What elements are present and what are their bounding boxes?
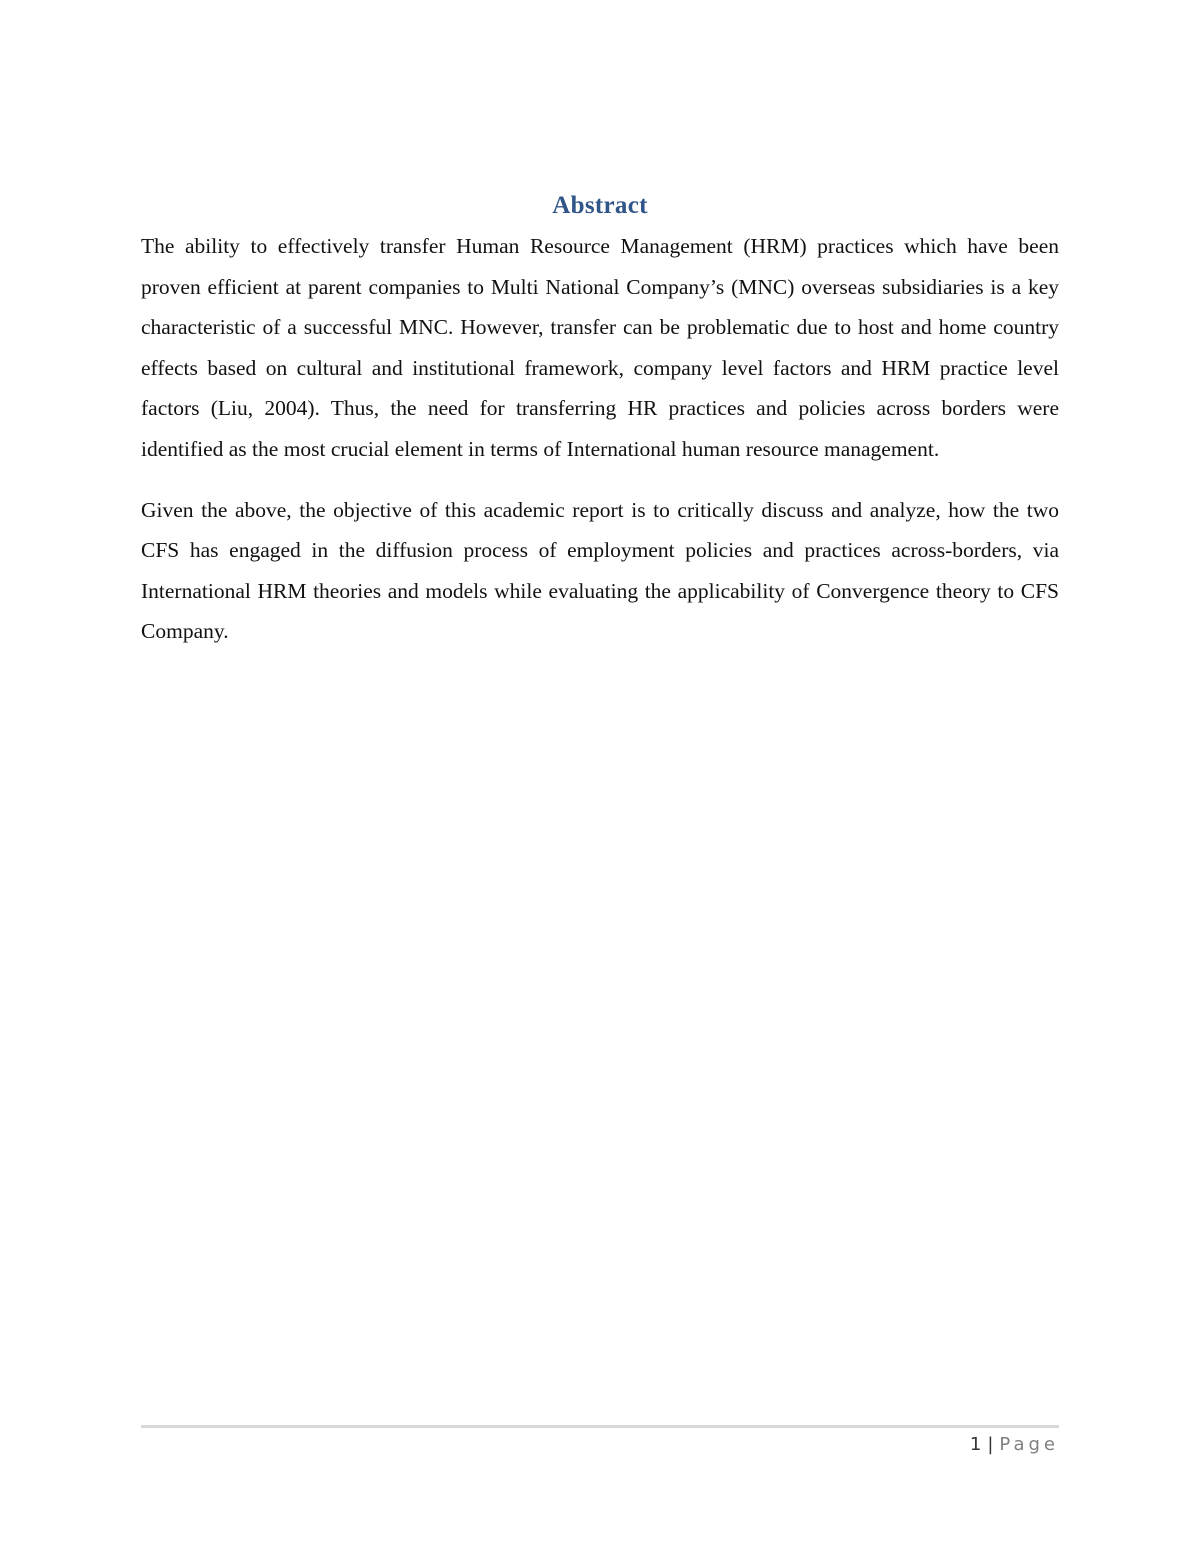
page-footer xyxy=(970,1432,1059,1458)
footer-separator: | xyxy=(987,1434,994,1455)
page-content xyxy=(141,190,1059,672)
abstract-paragraph-1: The ability to effectively transfer Human Resource Management (HRM) practices which have been proven efficient at parent companies to Multi National Company’s (MNC) overseas subsidiaries is a key characteristic of a successful MNC. However, transfer can be problematic due to host and home country effects based on cultural and institutional framework, company level factors and HRM practice level factors (Liu, 2004). Thus, the need for transferring HR practices and policies across borders were identified as the most crucial element in terms of International human resource management. xyxy=(141,234,1059,461)
page-title: Abstract xyxy=(552,192,648,219)
page-number: 1 xyxy=(969,1434,982,1455)
page-label: Page xyxy=(999,1434,1059,1455)
abstract-paragraph-2: Given the above, the objective of this academic report is to critically discuss and analyze, how the two CFS has engaged in the diffusion process of employment policies and practices across-borders, via International HRM theories and models while evaluating the applicability of Convergence theory to CFS Company. xyxy=(141,497,1059,644)
footer-divider xyxy=(141,1425,1059,1428)
